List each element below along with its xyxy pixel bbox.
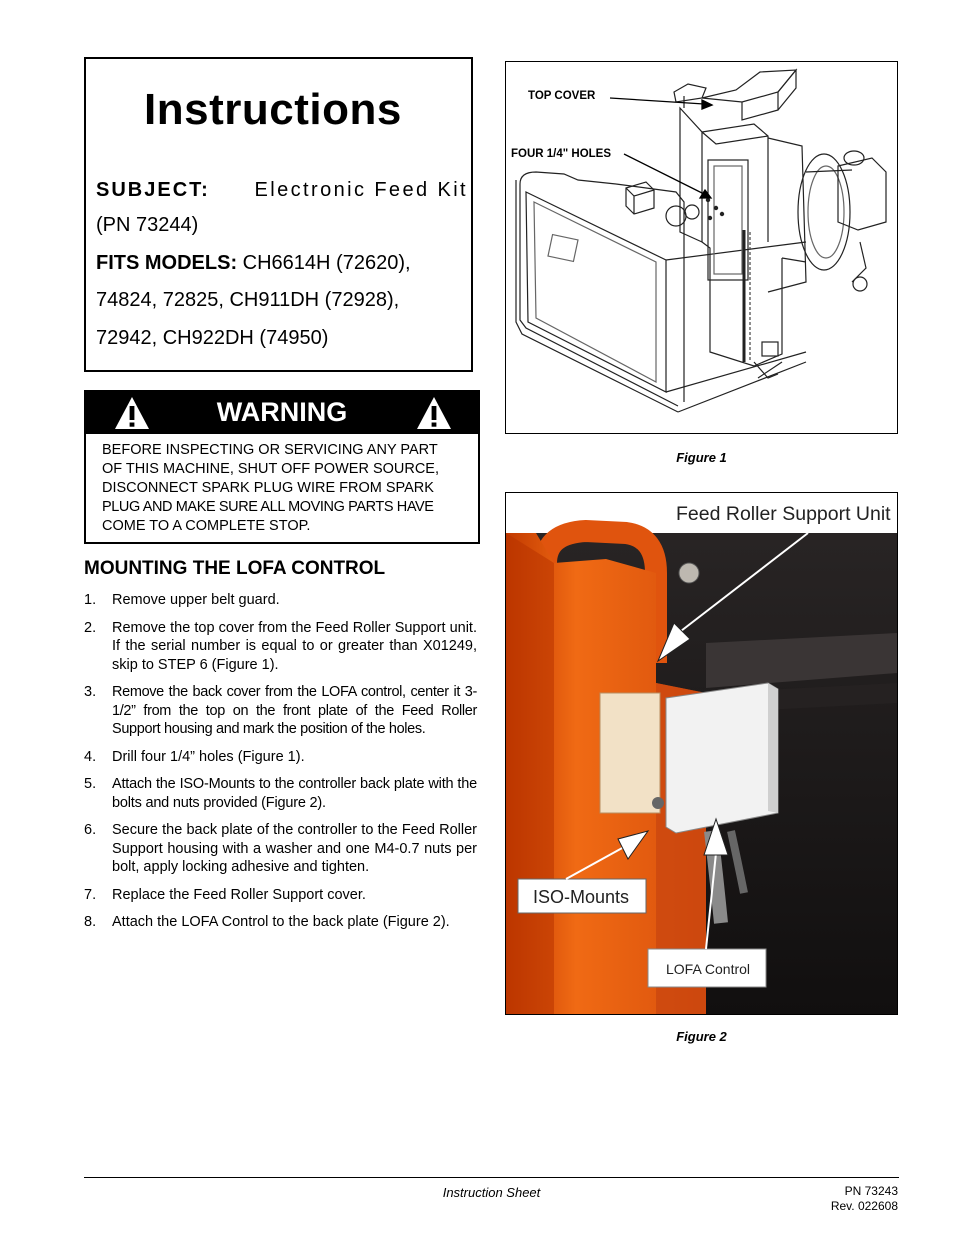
step-text: Remove the top cover from the Feed Roller Support unit. If the serial number is equal to or greater than X01249, skip to STEP 6 (Figure 1). [112,619,477,673]
figure-1 [505,61,898,434]
subject-text: Electronic Feed Kit [254,179,468,201]
step-number: 7. [84,886,97,903]
step-text: Remove upper belt guard. [112,592,280,608]
step-number: 4. [84,748,97,765]
step-item [84,913,477,932]
title-box [84,57,473,372]
fits-models-text-3: 72942, CH922DH (74950) [96,327,329,349]
subject-line [96,179,468,202]
step-number: 6. [84,822,97,838]
warning-triangle-icon [416,396,452,430]
fits-models-text-1: CH6614H (72620), [242,252,411,274]
footer-revision: Rev. 022608 [830,1199,898,1213]
warning-header [86,392,478,434]
step-text: Secure the back plate of the controller to the Feed Roller Support housing with a washer and one M4-0.7 nuts per bolt, apply locking adhesive and tighten. [112,822,477,875]
feed-roller-drawing [506,62,897,433]
step-text: Replace the Feed Roller Support cover. [112,886,366,903]
label-lofa-control: LOFA Control [666,961,751,977]
page-title: Instructions [144,85,402,134]
footer-part-info [760,1184,898,1214]
subject-label: SUBJECT: [96,179,210,201]
step-number: 2. [84,619,97,636]
step-item [84,821,477,877]
figure-2 [505,492,898,1015]
step-number: 5. [84,776,97,792]
footer-label: Instruction Sheet [442,1185,541,1200]
step-item [84,886,477,905]
step-item [84,775,477,812]
step-text: Remove the back cover from the LOFA control, center it 3-1/2” from the top on the front plate of the Feed Roller Support housing and mark the position of the holes. [112,684,477,737]
step-item [84,683,477,739]
step-number: 3. [84,684,97,700]
warning-title: WARNING [216,397,348,427]
footer-divider [84,1177,899,1178]
step-number: 8. [84,914,97,930]
fits-models-text-2: 74824, 72825, CH911DH (72928), [96,289,400,311]
label-four-holes: FOUR 1/4" HOLES [511,148,612,160]
steps-list [84,591,477,941]
footer-part-number: PN 73243 [844,1184,898,1198]
lofa-control-photo [506,493,897,1014]
warning-line: PLUG AND MAKE SURE ALL MOVING PARTS HAVE [102,499,434,515]
fits-models-label: FITS MODELS: [96,252,238,274]
warning-line: BEFORE INSPECTING OR SERVICING ANY PART [102,442,438,458]
warning-line: COME TO A COMPLETE STOP. [102,518,311,534]
subject-part-number: (PN 73244) [96,214,199,236]
step-text: Attach the ISO-Mounts to the controller back plate with the bolts and nuts provided (Figure 2). [112,776,477,811]
label-top-cover: TOP COVER [528,90,596,102]
warning-box [84,390,480,544]
section-heading: MOUNTING THE LOFA CONTROL [84,558,386,579]
step-number: 1. [84,592,97,608]
step-item [84,591,477,610]
label-feed-roller-support-unit: Feed Roller Support Unit [676,503,891,525]
step-text: Drill four 1/4” holes (Figure 1). [112,748,305,765]
step-text: Attach the LOFA Control to the back plate (Figure 2). [112,914,450,930]
warning-line: DISCONNECT SPARK PLUG WIRE FROM SPARK [102,480,434,496]
step-item [84,619,477,675]
warning-line: OF THIS MACHINE, SHUT OFF POWER SOURCE, [102,461,440,477]
warning-text [102,441,468,536]
step-item [84,748,477,767]
figure-1-caption: Figure 1 [676,450,727,465]
label-iso-mounts: ISO-Mounts [533,887,630,907]
fits-models-line [96,252,411,275]
figure-2-caption: Figure 2 [676,1029,727,1044]
